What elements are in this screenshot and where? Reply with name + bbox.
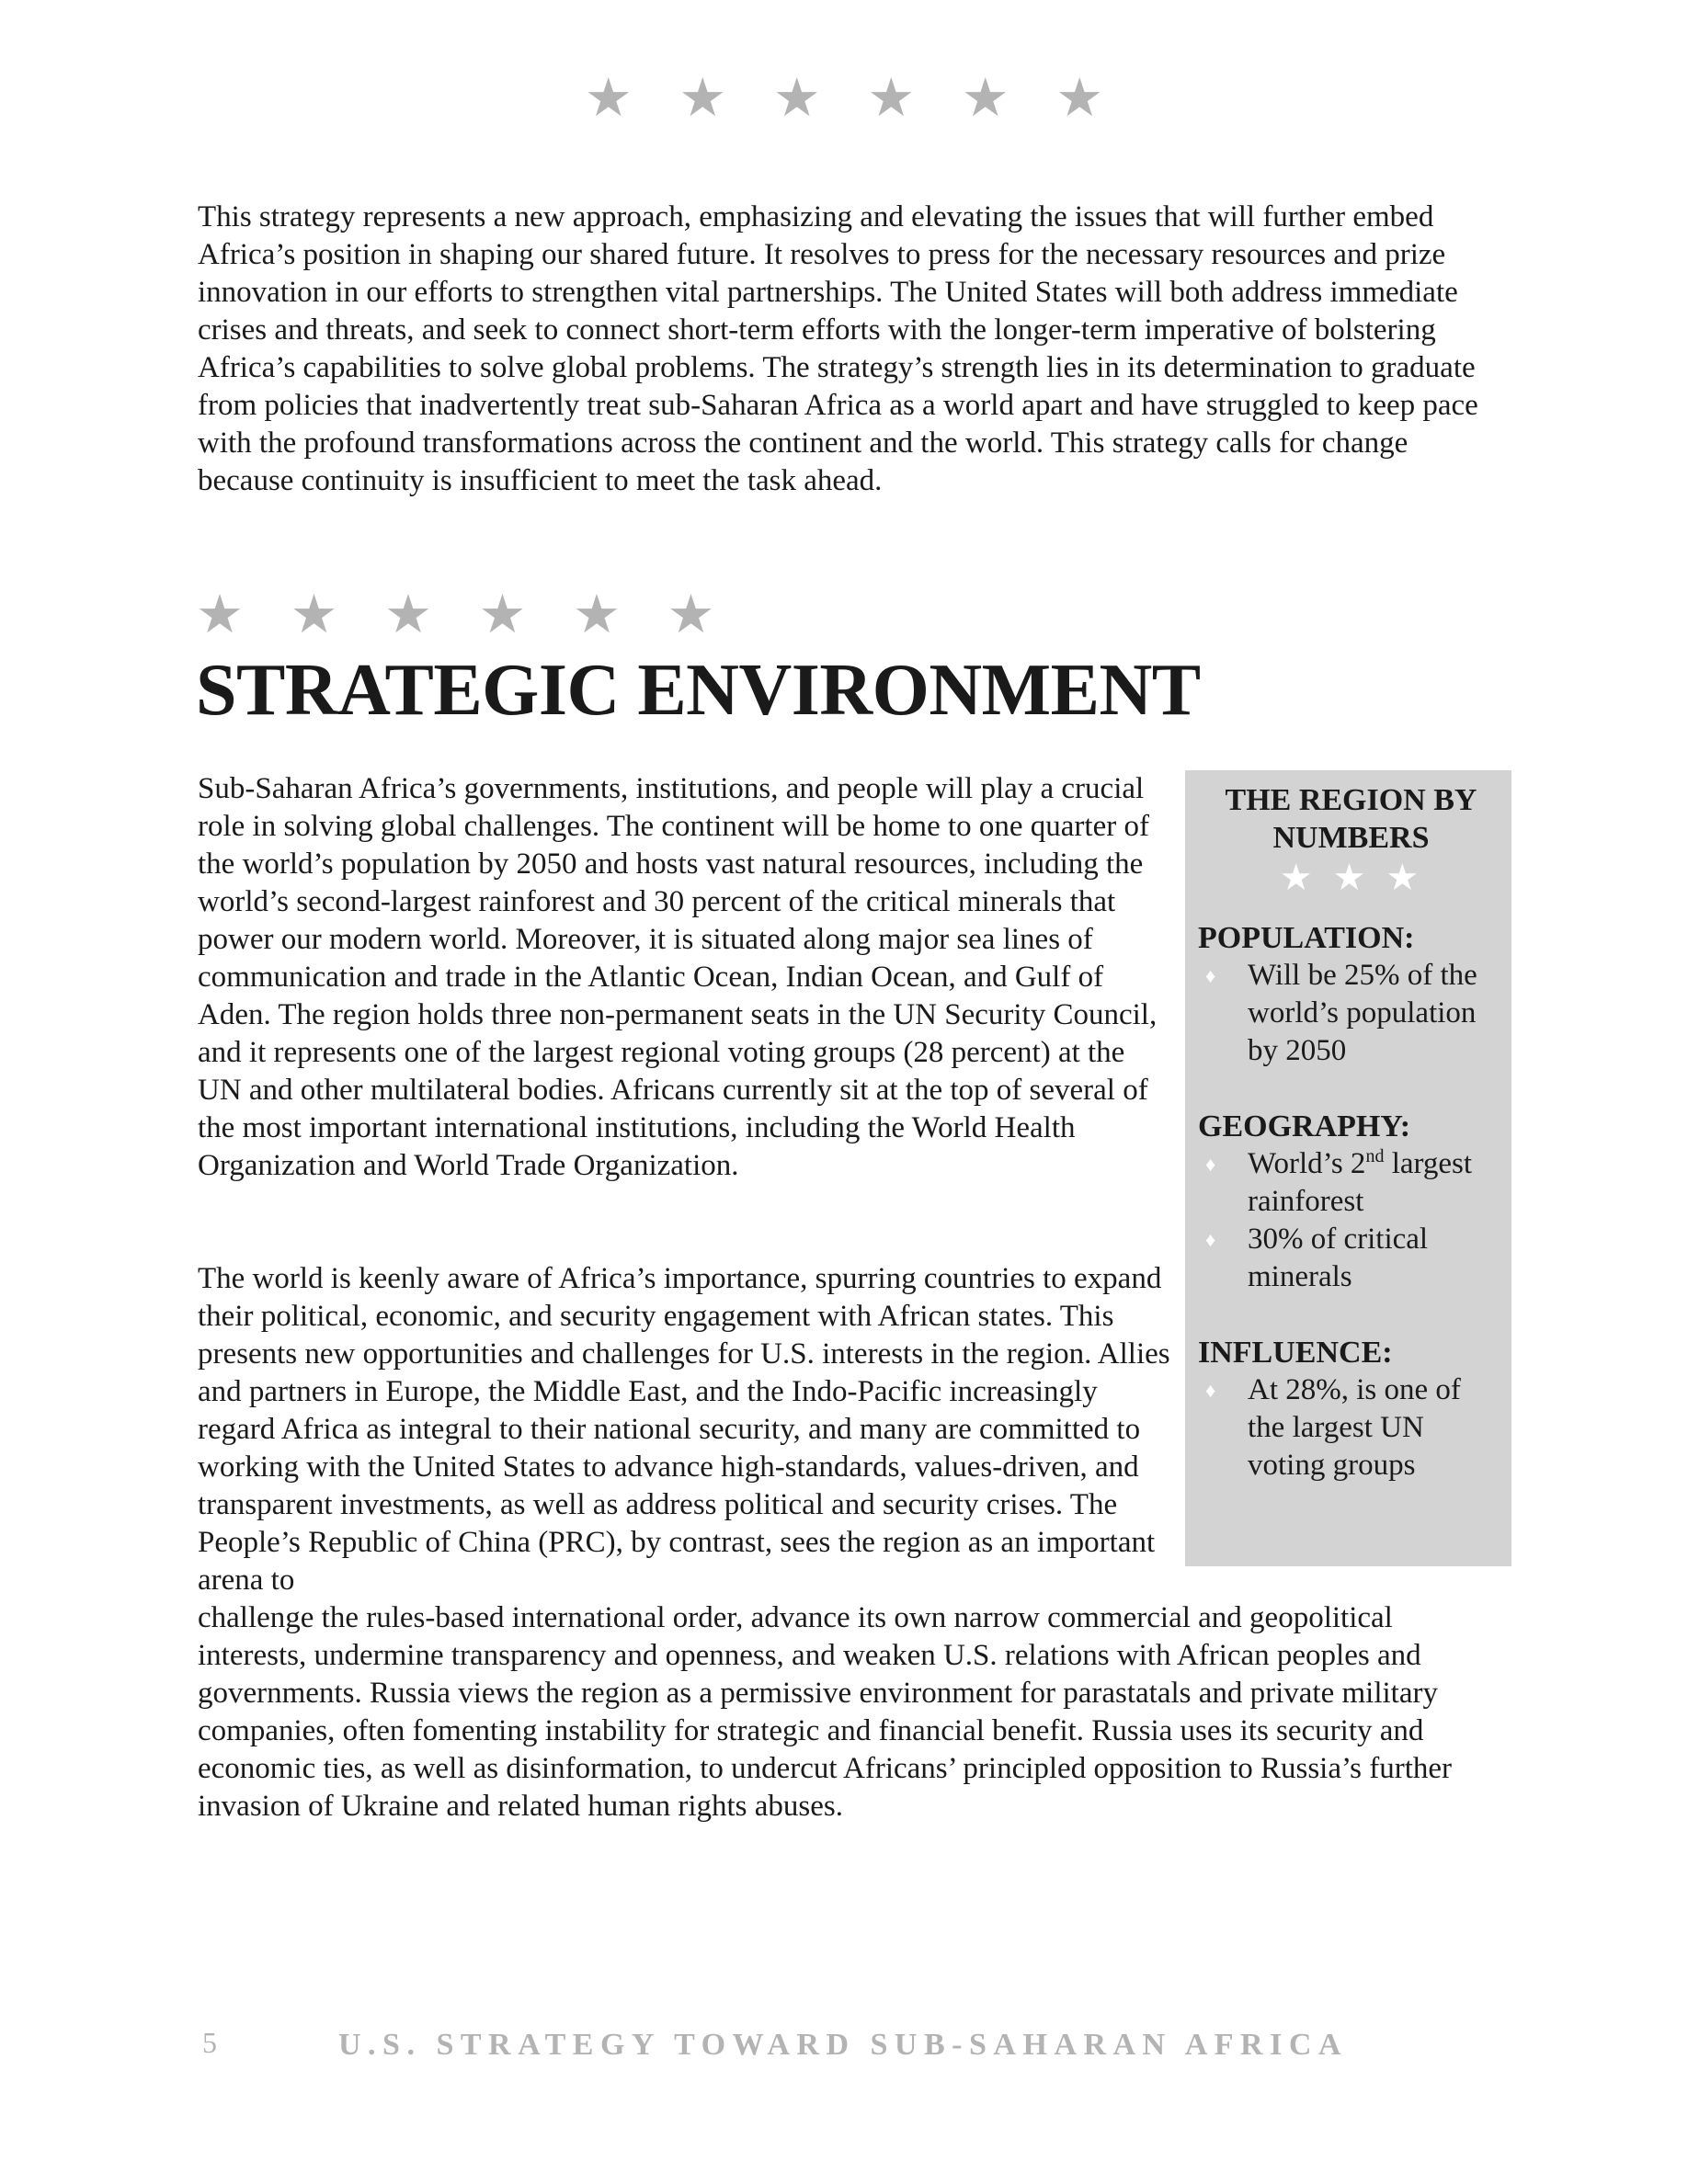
influence-heading: INFLUENCE: [1198,1336,1393,1370]
influence-item [1205,1371,1491,1484]
geography-item-minerals-text: 30% of critical minerals [1248,1223,1429,1293]
population-list [1205,957,1491,1070]
strategic-environment-paragraph-2 [198,1260,1174,1599]
strategic-environment-paragraph-1: Sub-Saharan Africa’s governments, institutions, and people will play a crucial role in solving global challenges. The continent will be home to one quarter of the world’s population by 2050 and hosts vast natural resources, including the world’s second-largest rainforest and 30 percent of the critical minerals that power our modern world. Moreover, it is situated along major sea lines of communication and trade in the Atlantic Ocean, Indian Ocean, and Gulf of Aden. The region holds three non-permanent seats in the UN Security Council, and it represents one of the largest regional voting groups (28 percent) at the UN and other multilateral bodies. Africans currently sit at the top of several of the most important international institutions, including the World Health Organization and World Trade Organization. [198,772,1158,1182]
diamond-bullet-icon: ♦ [1205,1379,1216,1402]
influence-item-text: At 28%, is one of the largest UN voting groups [1248,1373,1461,1482]
geography-item-prefix: World’s 2 [1248,1147,1366,1180]
geography-item-minerals [1205,1221,1491,1296]
sidebar-title: THE REGION BY NUMBERS [1225,783,1477,855]
section-heading: STRATEGIC ENVIRONMENT [196,650,1201,731]
geography-heading: GEOGRAPHY: [1198,1109,1411,1143]
top-star-divider: ★ ★ ★ ★ ★ ★ [584,68,1121,128]
geography-item-suffix: largest rainforest [1248,1147,1473,1218]
geography-list [1205,1145,1491,1296]
diamond-bullet-icon: ♦ [1205,964,1216,987]
paragraph-2-part-1: The world is keenly aware of Africa’s importance, spurring countries to expand their political, economic, and security engagement with African states. This presents new opportunities and challenges for U.S. interests in the region. Allies and partners in Europe, the Middle East, and the Indo-Pacific increasingly regard Africa as integral to their national security, and many are committed to working with the United States to advance high-standards, values-driven, and transparent investments, as well as address political and security crises. The People’s Republic of China (PRC), by contrast, sees the region as an important arena to [198,1262,1170,1597]
paragraph-2-part-2: challenge the rules-based international order, advance its own narrow commercial and geopolitical interests, undermine transparency and openness, and weaken U.S. relations with African peoples and governments. Russia views the region as a permissive environment for parastatals and private military companies, often fomenting instability for strategic and financial benefit. Russia uses its security and economic ties, as well as disinformation, to undercut Africans’ principled opposition to Russia’s further invasion of Ukraine and related human rights abuses. [198,1601,1453,1823]
population-heading: POPULATION: [1198,921,1415,955]
sidebar-star-icons: ★ ★ ★ [1279,857,1425,898]
region-by-numbers-sidebar [1185,770,1511,1566]
geography-item-rainforest [1205,1145,1491,1221]
diamond-bullet-icon: ♦ [1205,1153,1216,1176]
population-item-text: Will be 25% of the world’s population by 2050 [1248,959,1477,1067]
population-item [1205,957,1491,1070]
intro-paragraph: This strategy represents a new approach, emphasizing and elevating the issues that will further embed Africa’s position in shaping our shared future. It resolves to press for the necessary resources and prize innovation in our efforts to strengthen vital partnerships. The United States will both address immediate crises and threats, and seek to connect short-term efforts with the longer-term imperative of bolstering Africa’s capabilities to solve global problems. The strategy’s strength lies in its determination to graduate from policies that inadvertently treat sub-Saharan Africa as a world apart and have struggled to keep pace with the profound transformations across the continent and the world. This strategy calls for change because continuity is insufficient to meet the task ahead. [198,200,1478,497]
page-number: 5 [202,2026,217,2059]
influence-list [1205,1371,1491,1484]
footer-document-title: U.S. STRATEGY TOWARD SUB-SAHARAN AFRICA [338,2028,1348,2062]
ordinal-superscript: nd [1365,1146,1385,1166]
diamond-bullet-icon: ♦ [1205,1228,1216,1251]
section-star-divider: ★ ★ ★ ★ ★ ★ [196,585,732,644]
